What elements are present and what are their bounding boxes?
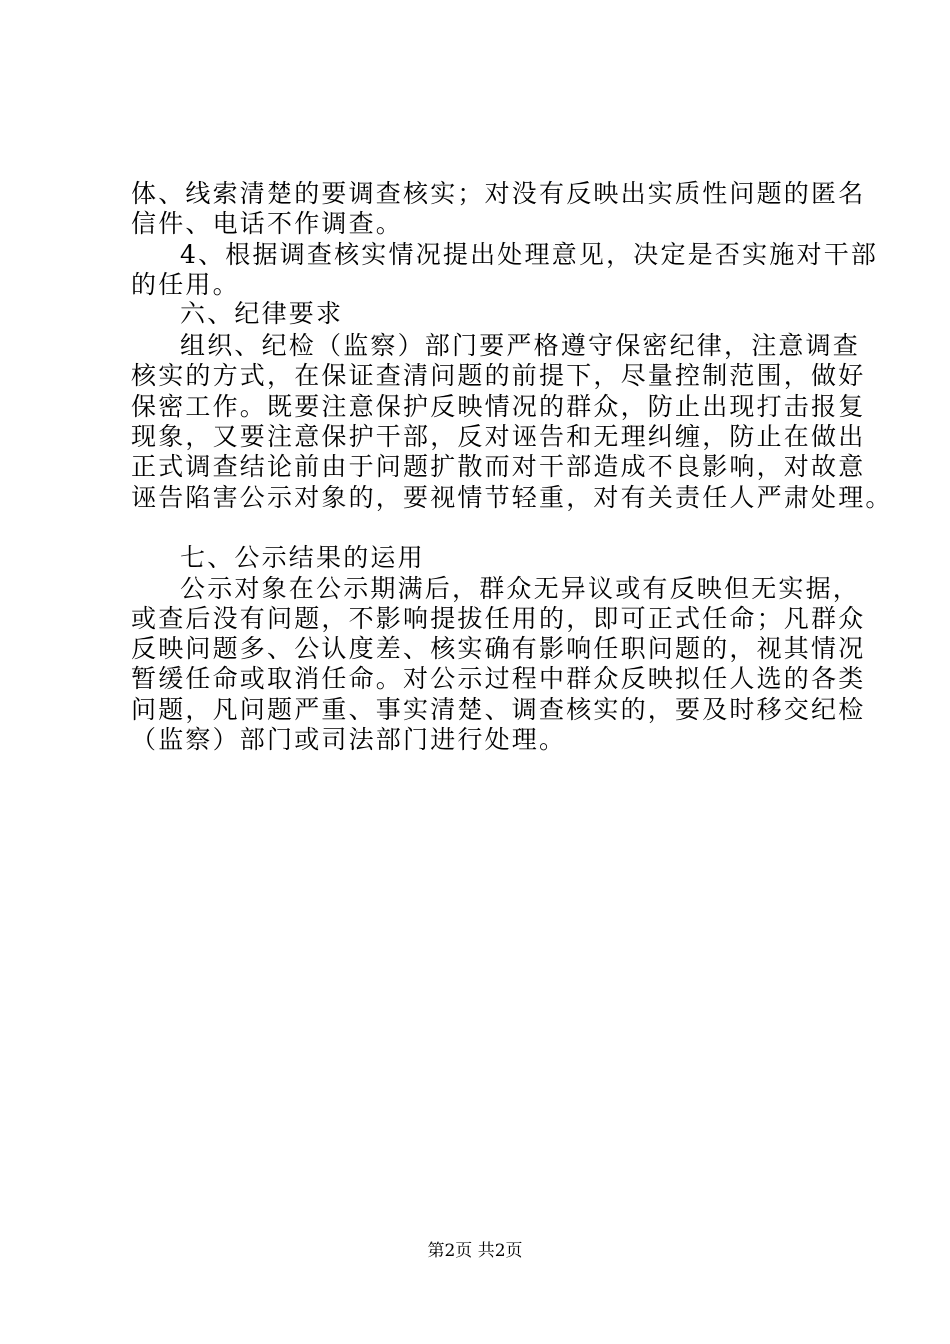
body-text-line: 的任用。: [131, 270, 240, 299]
body-text-line: 反映问题多、公认度差、核实确有影响任职问题的，视其情况: [131, 634, 866, 663]
body-text-line: 正式调查结论前由于问题扩散而对干部造成不良影响，对故意: [131, 452, 866, 481]
body-text-line: 公示对象在公示期满后，群众无异议或有反映但无实据，: [180, 574, 861, 603]
body-text-line: 保密工作。既要注意保护反映情况的群众，防止出现打击报复: [131, 392, 866, 421]
body-text-line: 体、线索清楚的要调查核实；对没有反映出实质性问题的匿名: [131, 179, 866, 208]
body-text-line: 现象，又要注意保护干部，反对诬告和无理纠缠，防止在做出: [131, 422, 866, 451]
page-footer: 第2页 共2页: [427, 1241, 523, 1261]
body-text-line: 或查后没有问题，不影响提拔任用的，即可正式任命；凡群众: [131, 604, 866, 633]
body-text-line: （监察）部门或司法部门进行处理。: [131, 725, 567, 754]
body-text-line: 信件、电话不作调查。: [131, 209, 404, 238]
section-heading: 七、公示结果的运用: [180, 543, 425, 572]
body-text-line: 问题，凡问题严重、事实清楚、调查核实的，要及时移交纪检: [131, 695, 866, 724]
body-text-line: 4、根据调查核实情况提出处理意见，决定是否实施对干部: [180, 240, 879, 269]
body-text-line: 组织、纪检（监察）部门要严格遵守保密纪律，注意调查: [180, 331, 861, 360]
body-text-line: 诬告陷害公示对象的，要视情节轻重，对有关责任人严肃处理。: [131, 483, 893, 512]
section-heading: 六、纪律要求: [180, 299, 344, 328]
body-text-line: 核实的方式，在保证查清问题的前提下，尽量控制范围，做好: [131, 361, 866, 390]
body-text-line: 暂缓任命或取消任命。对公示过程中群众反映拟任人选的各类: [131, 664, 866, 693]
